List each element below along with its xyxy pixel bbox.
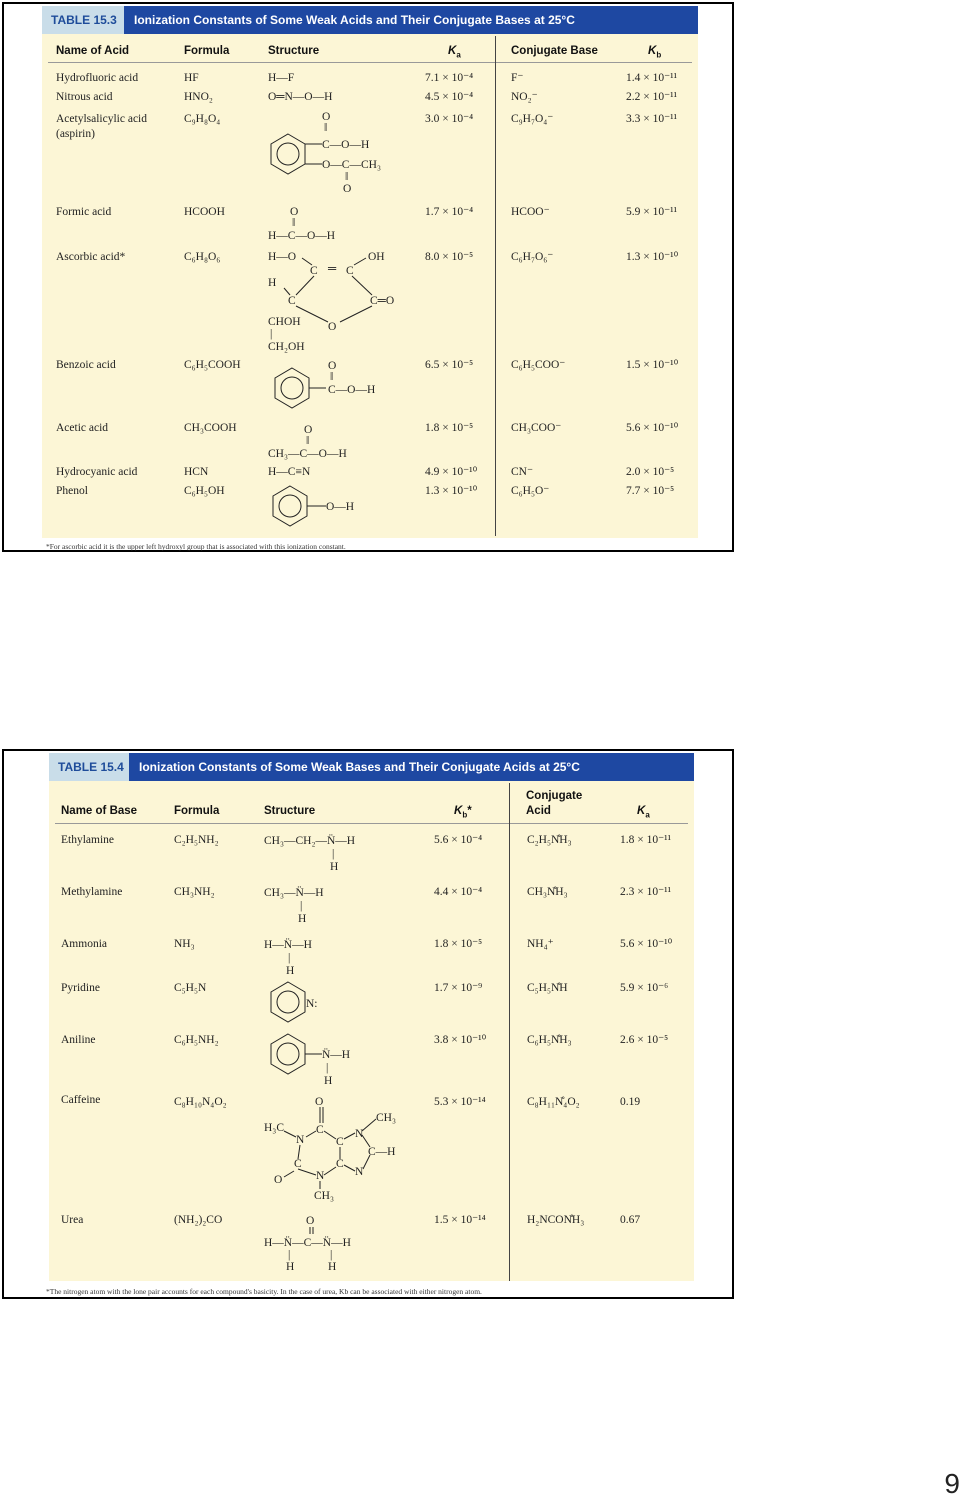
- base-name: Urea: [61, 1214, 84, 1226]
- conjugate-ka: 0.19: [620, 1096, 641, 1108]
- base-kb: 4.4 × 10⁻⁴: [434, 886, 483, 898]
- svg-text:H₃C: H₃C: [264, 1122, 284, 1134]
- header-rule: [55, 823, 688, 824]
- acid-ka: 4.9 × 10⁻¹⁰: [425, 466, 478, 478]
- svg-text:N: N: [316, 1170, 325, 1182]
- acid-formula: HNO₂: [184, 91, 213, 103]
- aspirin-structure: [266, 110, 396, 200]
- col-header-conjugate: Conjugate: [526, 790, 583, 802]
- svg-text:N̈—H: N̈—H: [322, 1049, 351, 1061]
- svg-text:H: H: [286, 1261, 295, 1273]
- acid-name: Acetic acid: [56, 422, 109, 434]
- svg-text:‖: ‖: [306, 435, 310, 447]
- table-title: Ionization Constants of Some Weak Acids and Their Conjugate Bases at 25°C: [124, 6, 698, 34]
- svg-text:|: |: [300, 900, 303, 912]
- acid-ka: 1.8 × 10⁻⁵: [425, 422, 474, 434]
- base-name: Pyridine: [61, 982, 100, 994]
- base-kb: 1.7 × 10⁻⁹: [434, 982, 483, 994]
- svg-text:H—C—O—H: H—C—O—H: [268, 230, 336, 242]
- base-formula: C₂H₅NH₂: [174, 834, 219, 846]
- col-header-structure: Structure: [268, 45, 320, 57]
- svg-text:CH₃—CH₂—N̈—H: CH₃—CH₂—N̈—H: [264, 835, 356, 847]
- base-kb: 5.3 × 10⁻¹⁴: [434, 1096, 486, 1108]
- svg-text:|: |: [288, 1249, 291, 1261]
- base-formula: NH₃: [174, 938, 195, 950]
- svg-text:═: ═: [328, 263, 337, 275]
- svg-text:H: H: [298, 913, 307, 925]
- svg-text:O—C—CH₃: O—C—CH₃: [322, 159, 381, 171]
- conjugate-kb: 1.5 × 10⁻¹⁰: [626, 359, 679, 371]
- svg-text:‖: ‖: [345, 171, 349, 183]
- acid-name: Hydrofluoric acid: [56, 72, 139, 84]
- svg-text:C: C: [288, 295, 296, 307]
- svg-text:|: |: [326, 1062, 329, 1074]
- acid-name-note: (aspirin): [56, 128, 95, 140]
- conjugate-ka: 5.9 × 10⁻⁶: [620, 982, 669, 994]
- acid-formula: C₉H₈O₄: [184, 113, 221, 125]
- svg-text:H—N̈—H: H—N̈—H: [264, 939, 312, 951]
- svg-text:CH₃—C—O—H: CH₃—C—O—H: [268, 448, 347, 460]
- formic-structure: [266, 203, 376, 245]
- acid-name: Benzoic acid: [56, 359, 116, 371]
- conjugate-kb: 3.3 × 10⁻¹¹: [626, 113, 678, 125]
- footnote: *For ascorbic acid it is the upper left hydroxyl group that is associated with this ionization constant.: [46, 542, 346, 551]
- base-name: Methylamine: [61, 886, 123, 898]
- table-header-bar: [42, 6, 698, 34]
- svg-text:H: H: [328, 1261, 337, 1273]
- col-header-kb: $K_b$: [648, 45, 662, 60]
- conjugate-acid: C₂H₅N̊H₃: [527, 834, 572, 846]
- base-formula: (NH₂)₂CO: [174, 1214, 223, 1226]
- col-header-acid: Acid: [526, 805, 551, 817]
- header-rule: [48, 62, 692, 63]
- conjugate-acid: H₂NCON̊H₃: [527, 1214, 585, 1226]
- svg-text:‖: ‖: [324, 122, 328, 134]
- conjugate-base: C₉H₇O₄⁻: [511, 113, 554, 125]
- conjugate-base: C₆H₇O₆⁻: [511, 251, 554, 263]
- acid-ka: 3.0 × 10⁻⁴: [425, 113, 474, 125]
- svg-text:CH₃: CH₃: [376, 1112, 396, 1124]
- svg-text:C—O—H: C—O—H: [328, 384, 376, 396]
- svg-text:C: C: [294, 1158, 302, 1170]
- conjugate-kb: 2.2 × 10⁻¹¹: [626, 91, 678, 103]
- conjugate-kb: 1.3 × 10⁻¹⁰: [626, 251, 679, 263]
- acid-name: Ascorbic acid*: [56, 251, 126, 263]
- acid-name: Formic acid: [56, 206, 112, 218]
- table-15-3: [42, 6, 698, 538]
- aniline-structure: [262, 1030, 372, 1090]
- slide-table-15-3: [2, 2, 734, 552]
- base-formula: C₅H₅N: [174, 982, 207, 994]
- base-kb: 1.5 × 10⁻¹⁴: [434, 1214, 486, 1226]
- base-kb: 5.6 × 10⁻⁴: [434, 834, 483, 846]
- svg-text:‖: ‖: [330, 371, 334, 383]
- base-name: Caffeine: [61, 1094, 101, 1106]
- base-name: Aniline: [61, 1034, 96, 1046]
- acid-ka: 4.5 × 10⁻⁴: [425, 91, 474, 103]
- acid-formula: HCN: [184, 466, 209, 478]
- acid-name: Hydrocyanic acid: [56, 466, 138, 478]
- acid-ka: 7.1 × 10⁻⁴: [425, 72, 474, 84]
- base-kb: 1.8 × 10⁻⁵: [434, 938, 483, 950]
- svg-text:CH₂OH: CH₂OH: [268, 341, 305, 353]
- svg-text:O: O: [343, 183, 352, 195]
- svg-text:|: |: [332, 848, 335, 860]
- acid-ka: 6.5 × 10⁻⁵: [425, 359, 474, 371]
- conjugate-base: NO₂⁻: [511, 91, 538, 103]
- svg-text:O: O: [315, 1096, 324, 1108]
- svg-text:CH₃—N̈—H: CH₃—N̈—H: [264, 887, 324, 899]
- acid-name: Phenol: [56, 485, 88, 497]
- conjugate-kb: 7.7 × 10⁻⁵: [626, 485, 675, 497]
- conjugate-kb: 1.4 × 10⁻¹¹: [626, 72, 678, 84]
- svg-text:O: O: [328, 360, 337, 372]
- conjugate-acid: C₈H₁₁N̊₄O₂: [527, 1096, 580, 1108]
- svg-text:H—N̈—C—N̈—H: H—N̈—C—N̈—H: [264, 1237, 351, 1249]
- col-header-formula: Formula: [174, 805, 220, 817]
- svg-text:OH: OH: [368, 251, 385, 263]
- col-header-ka: $K_a$: [637, 805, 650, 820]
- column-divider: [509, 783, 510, 1281]
- col-header-ka: $K_a$: [448, 45, 461, 60]
- table-number: TABLE 15.4: [49, 753, 129, 781]
- methylamine-structure: [262, 882, 372, 926]
- acid-name: Nitrous acid: [56, 91, 113, 103]
- svg-text:O: O: [274, 1174, 283, 1186]
- svg-text:C—H: C—H: [368, 1146, 396, 1158]
- conjugate-ka: 1.8 × 10⁻¹¹: [620, 834, 672, 846]
- svg-text:H: H: [324, 1075, 333, 1087]
- base-formula: CH₃NH₂: [174, 886, 215, 898]
- base-name: Ethylamine: [61, 834, 115, 846]
- conjugate-kb: 5.9 × 10⁻¹¹: [626, 206, 678, 218]
- col-header-conjugate-base: Conjugate Base: [511, 45, 598, 57]
- acid-ka: 1.3 × 10⁻¹⁰: [425, 485, 478, 497]
- svg-text:|: |: [270, 328, 273, 340]
- page-number: 9: [944, 1468, 960, 1499]
- table-15-4: [49, 753, 694, 1281]
- pyridine-structure: [262, 978, 352, 1028]
- svg-text:H: H: [286, 965, 295, 977]
- footnote: *The nitrogen atom with the lone pair accounts for each compound's basicity. In the case of urea, Kb can be associated with either nitrogen atom.: [46, 1287, 482, 1296]
- conjugate-acid: C₆H₅N̊H₃: [527, 1034, 572, 1046]
- svg-text:C: C: [316, 1124, 324, 1136]
- col-header-kb: $K_b*$: [454, 805, 472, 820]
- acid-structure: O═N—O—H: [268, 91, 333, 103]
- conjugate-base: CH₃COO⁻: [511, 422, 562, 434]
- svg-text:N: N: [296, 1134, 305, 1146]
- svg-text:O: O: [328, 321, 337, 333]
- svg-text:H: H: [268, 277, 277, 289]
- acetic-structure: [266, 419, 386, 461]
- acid-formula: HCOOH: [184, 206, 225, 218]
- caffeine-structure: [262, 1091, 412, 1203]
- col-header-formula: Formula: [184, 45, 230, 57]
- acid-structure: H—F: [268, 72, 295, 84]
- svg-text:O: O: [306, 1215, 315, 1227]
- table-number: TABLE 15.3: [42, 6, 124, 34]
- acid-ka: 1.7 × 10⁻⁴: [425, 206, 474, 218]
- base-name: Ammonia: [61, 938, 107, 950]
- svg-text:O: O: [290, 206, 299, 218]
- svg-text:C: C: [310, 265, 318, 277]
- col-header-name: Name of Base: [61, 805, 138, 817]
- svg-text:N: N: [355, 1128, 364, 1140]
- acid-ka: 8.0 × 10⁻⁵: [425, 251, 474, 263]
- svg-text:N:: N:: [306, 998, 318, 1010]
- acid-formula: C₆H₈O₆: [184, 251, 221, 263]
- conjugate-base: C₆H₅COO⁻: [511, 359, 566, 371]
- base-kb: 3.8 × 10⁻¹⁰: [434, 1034, 487, 1046]
- acid-name: Acetylsalicylic acid: [56, 113, 148, 125]
- svg-text:CHOH: CHOH: [268, 316, 301, 328]
- svg-text:C: C: [336, 1158, 344, 1170]
- acid-formula: C₆H₅COOH: [184, 359, 241, 371]
- ethylamine-structure: [262, 830, 392, 874]
- svg-text:CH₃: CH₃: [314, 1190, 334, 1202]
- conjugate-ka: 5.6 × 10⁻¹⁰: [620, 938, 673, 950]
- acid-structure: H—C≡N: [268, 466, 311, 478]
- svg-text:|: |: [288, 952, 291, 964]
- svg-text:H: H: [330, 861, 339, 873]
- conjugate-ka: 2.6 × 10⁻⁵: [620, 1034, 669, 1046]
- ammonia-structure: [262, 934, 352, 978]
- acid-formula: C₆H₅OH: [184, 485, 225, 497]
- conjugate-ka: 0.67: [620, 1214, 641, 1226]
- conjugate-base: CN⁻: [511, 466, 534, 478]
- table-header-bar: [49, 753, 694, 781]
- svg-text:C: C: [336, 1136, 344, 1148]
- ascorbic-structure: [266, 248, 416, 354]
- svg-text:O: O: [304, 424, 313, 436]
- svg-text:C: C: [346, 265, 354, 277]
- conjugate-kb: 2.0 × 10⁻⁵: [626, 466, 675, 478]
- svg-text:O—H: O—H: [326, 501, 355, 513]
- svg-text:|: |: [330, 1249, 333, 1261]
- conjugate-acid: NH₄⁺: [527, 938, 554, 950]
- svg-text:N: N: [355, 1166, 364, 1178]
- svg-text:‖: ‖: [292, 217, 296, 229]
- urea-structure: [262, 1210, 382, 1274]
- base-formula: C₈H₁₀N₄O₂: [174, 1096, 227, 1108]
- svg-text:O: O: [322, 111, 331, 123]
- conjugate-base: F⁻: [511, 72, 524, 84]
- col-header-name: Name of Acid: [56, 45, 130, 57]
- slide-table-15-4: [2, 749, 734, 1299]
- conjugate-base: C₆H₅O⁻: [511, 485, 550, 497]
- svg-text:H—O: H—O: [268, 251, 297, 263]
- conjugate-acid: CH₃N̊H₃: [527, 886, 568, 898]
- conjugate-acid: C₅H₅N̊H: [527, 982, 568, 994]
- conjugate-base: HCOO⁻: [511, 206, 550, 218]
- conjugate-ka: 2.3 × 10⁻¹¹: [620, 886, 672, 898]
- acid-formula: CH₃COOH: [184, 422, 237, 434]
- phenol-structure: [266, 482, 376, 530]
- conjugate-kb: 5.6 × 10⁻¹⁰: [626, 422, 679, 434]
- table-title: Ionization Constants of Some Weak Bases and Their Conjugate Acids at 25°C: [129, 753, 694, 781]
- svg-text:C═O: C═O: [370, 295, 395, 307]
- svg-text:C—O—H: C—O—H: [322, 139, 370, 151]
- acid-formula: HF: [184, 72, 199, 84]
- column-divider: [495, 36, 496, 536]
- benzoic-structure: [266, 356, 396, 416]
- col-header-structure: Structure: [264, 805, 316, 817]
- base-formula: C₆H₅NH₂: [174, 1034, 219, 1046]
